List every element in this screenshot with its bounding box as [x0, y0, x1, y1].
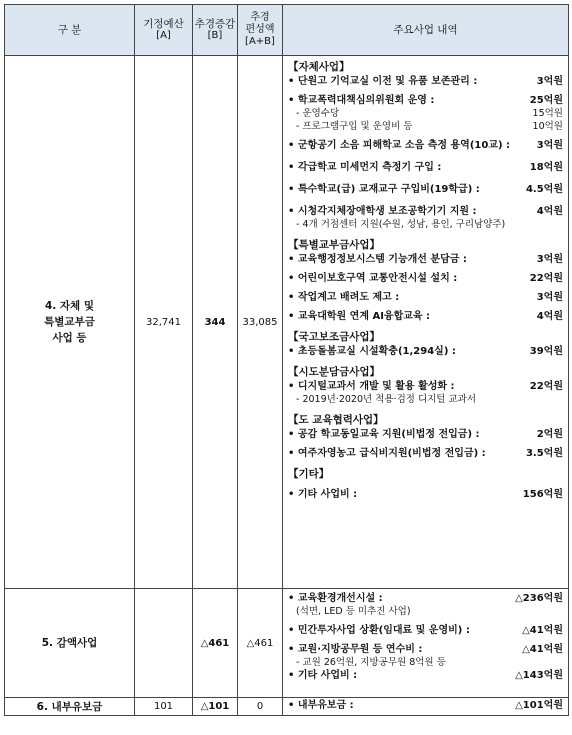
- item-text: • 군항공기 소음 피해학교 소음 측정 용역(10교) :: [288, 140, 511, 151]
- list-note: - 4개 거점센터 지원(수원, 성남, 용인, 구리남양주): [296, 219, 506, 230]
- header-total-line2: 편성액: [245, 24, 275, 35]
- header-change-label: 추경증감: [194, 18, 236, 30]
- item-amount: △143억원: [515, 670, 563, 681]
- item-text: • 기타 사업비 :: [288, 489, 358, 500]
- item-text: • 교육행정정보시스템 기능개선 분담금 :: [288, 254, 467, 265]
- row4-base: 32,741: [135, 56, 193, 589]
- item-amount: △41억원: [522, 625, 563, 636]
- item-amount: 3억원: [536, 140, 563, 151]
- list-item: [288, 253, 563, 266]
- item-text: - 프로그램구입 및 운영비 등: [296, 121, 413, 132]
- row5-total: △461: [238, 589, 283, 698]
- table-header-row: [5, 5, 569, 56]
- item-amount: 3억원: [536, 254, 563, 265]
- header-base-code: [A]: [156, 30, 171, 41]
- item-amount: 3억원: [536, 292, 563, 303]
- header-base-label: 기정예산: [143, 18, 184, 30]
- row4-label: [5, 56, 135, 589]
- item-amount: 4억원: [536, 311, 563, 322]
- list-item: [288, 428, 563, 441]
- list-item: [288, 592, 563, 605]
- section-title: 【자체사업】: [288, 61, 350, 73]
- item-text: • 여주자영농고 급식비지원(비법정 전입금) :: [288, 448, 486, 459]
- list-item: [288, 183, 563, 196]
- item-text: • 내부유보금 :: [288, 700, 354, 711]
- row6-base: 101: [135, 698, 193, 716]
- item-text: • 공감 학교동일교육 지원(비법정 전입금) :: [288, 429, 480, 440]
- item-amount: 39억원: [529, 346, 563, 357]
- item-text: • 교원·지방공무원 등 연수비 :: [288, 644, 423, 655]
- list-item: [288, 488, 563, 501]
- item-text: • 시청각지체장애학생 보조공학기기 지원 :: [288, 206, 477, 217]
- list-item: [288, 161, 563, 174]
- row5-change: △461: [193, 589, 238, 698]
- item-text: • 교육대학원 연계 AI융합교육 :: [288, 311, 431, 322]
- header-details: 주요사업 내역: [283, 5, 569, 56]
- list-note: - 2019년·2020년 적용·검정 디지털 교과서: [296, 394, 477, 405]
- item-text: • 민간투자사업 상환(임대료 및 운영비) :: [288, 625, 470, 636]
- item-text: • 각급학교 미세먼지 측정기 구입 :: [288, 162, 442, 173]
- item-amount: △236억원: [515, 593, 563, 604]
- item-text: • 초등돌봄교실 시설확충(1,294실) :: [288, 346, 456, 357]
- item-amount: 25억원: [529, 95, 563, 106]
- list-item: [288, 205, 563, 218]
- item-amount: 22억원: [529, 273, 563, 284]
- header-category: 구 분: [5, 5, 135, 56]
- list-item: [288, 380, 563, 393]
- item-amount: 10억원: [532, 121, 563, 132]
- list-item: [288, 291, 563, 304]
- header-total: [238, 5, 283, 56]
- row6-label: 6. 내부유보금: [5, 698, 135, 716]
- list-item: [288, 447, 563, 460]
- list-item: [288, 139, 563, 152]
- list-note: (석면, LED 등 미추진 사업): [296, 606, 411, 617]
- header-total-line1: 추경: [250, 12, 270, 23]
- item-text: • 단원고 기억교실 이전 및 유품 보존관리 :: [288, 76, 478, 87]
- section-title: 【도 교육협력사업】: [288, 414, 384, 426]
- section-title: 【국고보조금사업】: [288, 331, 381, 343]
- item-amount: 4.5억원: [525, 184, 563, 195]
- table-row: [5, 56, 569, 589]
- row4-details: [283, 56, 569, 589]
- row5-label: 5. 감액사업: [5, 589, 135, 698]
- table-row: [5, 698, 569, 716]
- item-amount: 22억원: [529, 381, 563, 392]
- item-amount: 4억원: [536, 206, 563, 217]
- row6-change: △101: [193, 698, 238, 716]
- row6-details: [283, 698, 569, 716]
- header-base-budget: [135, 5, 193, 56]
- row4-change: 344: [193, 56, 238, 589]
- list-subitem: [288, 120, 563, 133]
- list-item: [288, 310, 563, 323]
- list-item: [288, 345, 563, 358]
- item-text: - 운영수당: [296, 108, 340, 119]
- item-text: • 디지털교과서 개발 및 활용 활성화 :: [288, 381, 455, 392]
- item-text: • 교육환경개선시설 :: [288, 593, 383, 604]
- list-subitem: [288, 107, 563, 120]
- row4-total: 33,085: [238, 56, 283, 589]
- list-item: [288, 669, 563, 682]
- row5-details: [283, 589, 569, 698]
- item-text: • 작업계고 배려도 제고 :: [288, 292, 400, 303]
- item-text: • 어린이보호구역 교통안전시설 설치 :: [288, 273, 458, 284]
- item-amount: 3억원: [536, 76, 563, 87]
- list-item: [288, 94, 563, 107]
- row4-label-line1: 4. 자체 및: [44, 300, 95, 312]
- header-change: [193, 5, 238, 56]
- item-text: • 특수학교(급) 교재교구 구입비(19학급) :: [288, 184, 480, 195]
- row6-total: 0: [238, 698, 283, 716]
- section-title: 【특별교부금사업】: [288, 239, 381, 251]
- item-amount: 15억원: [532, 108, 563, 119]
- list-item: [288, 272, 563, 285]
- list-item: [288, 643, 563, 656]
- budget-table: [4, 4, 569, 716]
- item-amount: 18억원: [529, 162, 563, 173]
- item-amount: 3.5억원: [525, 448, 563, 459]
- header-change-code: [B]: [207, 30, 223, 41]
- item-amount: △41억원: [522, 644, 563, 655]
- row5-base: [135, 589, 193, 698]
- section-title: 【시도분담금사업】: [288, 366, 381, 378]
- section-title: 【기타】: [288, 468, 330, 480]
- item-amount: 156억원: [522, 489, 563, 500]
- item-text: • 학교폭력대책심의위원회 운영 :: [288, 95, 435, 106]
- item-text: • 기타 사업비 :: [288, 670, 358, 681]
- row4-label-line3: 사업 등: [52, 332, 87, 344]
- item-amount: 2억원: [536, 429, 563, 440]
- list-note: - 교원 26억원, 지방공무원 8억원 등: [296, 657, 446, 668]
- row4-label-line2: 특별교부금: [44, 316, 95, 328]
- item-amount: △101억원: [515, 700, 563, 711]
- table-row: [5, 589, 569, 698]
- list-item: [288, 75, 563, 88]
- list-item: [288, 624, 563, 637]
- list-item: [288, 699, 563, 712]
- header-total-code: [A+B]: [245, 36, 275, 47]
